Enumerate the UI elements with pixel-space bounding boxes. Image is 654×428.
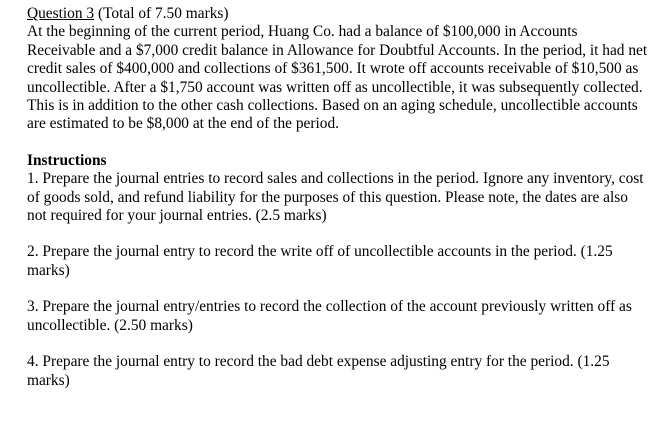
question-document <box>27 5 649 390</box>
instructions-title: Instructions <box>27 151 107 169</box>
instruction-item-2: 2. Prepare the journal entry to record the write off of uncollectible accounts in the period. (1.25 marks) <box>27 243 613 279</box>
instruction-item-1: 1. Prepare the journal entries to record sales and collections in the period. Ignore any inventory, cost of goods sold, and refund liability for the purposes of this question. Please note, the dates are also not required for your journal entries. (2.5 marks) <box>27 170 644 225</box>
question-heading <box>27 5 649 23</box>
question-marks: (Total of 7.50 marks) <box>94 5 229 22</box>
question-label: Question 3 <box>27 5 95 22</box>
instruction-item-3: 3. Prepare the journal entry/entries to record the collection of the account previously written off as uncollectible. (2.50 marks) <box>27 298 632 334</box>
question-scenario: At the beginning of the current period, Huang Co. had a balance of $100,000 in Accounts Receivable and a $7,000 credit balance in Allowance for Doubtful Accounts. In the period, it had net credit sales of $400,000 and collections of $361,500. It wrote off accounts receivable of $10,500 as uncollectible. After a $1,750 account was written off as uncollectible, it was subsequently collected. This is in addition to the other cash collections. Based on an aging schedule, uncollectible accounts are estimated to be $8,000 at the end of the period. <box>27 23 648 133</box>
instruction-item-4: 4. Prepare the journal entry to record the bad debt expense adjusting entry for the period. (1.25 marks) <box>27 353 610 389</box>
